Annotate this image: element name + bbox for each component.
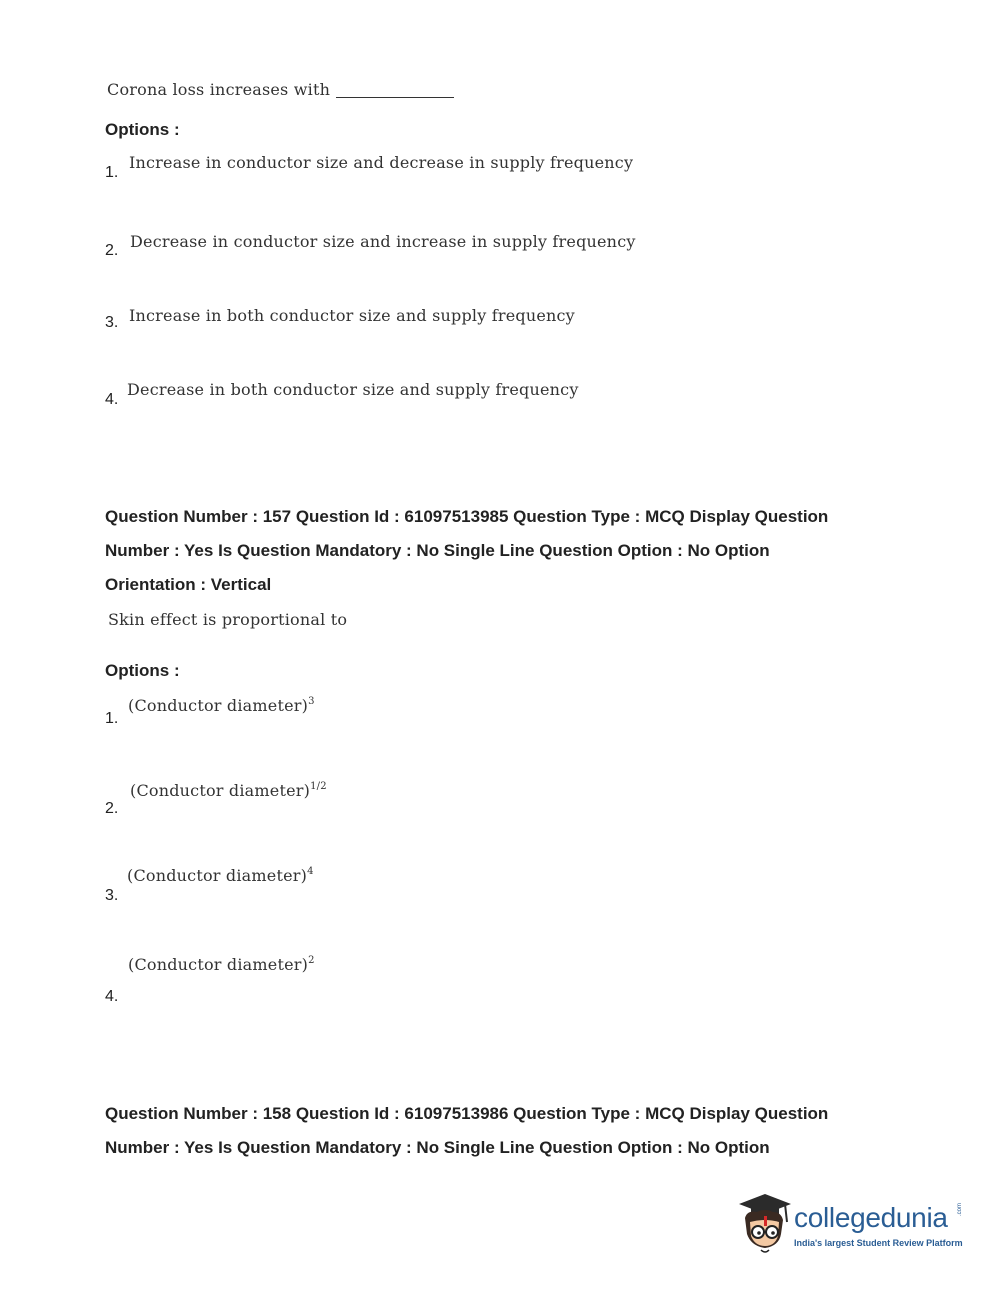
mascot-icon bbox=[733, 1188, 793, 1258]
option-text: Increase in conductor size and decrease in supply frequency bbox=[129, 153, 634, 172]
exponent: 2 bbox=[308, 955, 315, 966]
options-label: Options : bbox=[105, 120, 180, 139]
option-text: Increase in both conductor size and supply frequency bbox=[129, 306, 575, 325]
options-label: Options : bbox=[105, 661, 180, 680]
exponent: 3 bbox=[308, 696, 315, 707]
option-text: Decrease in both conductor size and supply frequency bbox=[127, 380, 579, 399]
option-number: 1. bbox=[105, 710, 119, 727]
brand-tagline: India's largest Student Review Platform bbox=[794, 1238, 963, 1248]
meta-line: Orientation : Vertical bbox=[105, 575, 272, 594]
option-text: (Conductor diameter)$^3$ bbox=[128, 696, 315, 715]
question-meta bbox=[105, 500, 885, 602]
option-text: (Conductor diameter)$^2$ bbox=[128, 955, 315, 974]
option-number: 2. bbox=[105, 242, 119, 259]
meta-line: Question Number : 157 Question Id : 61097513985 Question Type : MCQ Display Question bbox=[105, 507, 829, 526]
question-meta bbox=[105, 1097, 885, 1165]
meta-line: Number : Yes Is Question Mandatory : No Single Line Question Option : No Option bbox=[105, 541, 770, 560]
meta-line: Question Number : 158 Question Id : 61097513986 Question Type : MCQ Display Question bbox=[105, 1104, 829, 1123]
option-number: 2. bbox=[105, 800, 119, 817]
option-number: 3. bbox=[105, 314, 119, 331]
option-number: 4. bbox=[105, 391, 119, 408]
question-text: Corona loss increases with bbox=[107, 80, 454, 99]
brand-name: collegedunia bbox=[794, 1202, 948, 1233]
answer-blank bbox=[336, 97, 454, 98]
brand-suffix: .com bbox=[957, 1202, 963, 1216]
option-number: 3. bbox=[105, 887, 119, 904]
exponent: 4 bbox=[307, 866, 314, 877]
option-text: (Conductor diameter)$^{1/2}$ bbox=[130, 781, 327, 800]
collegedunia-logo bbox=[733, 1188, 963, 1258]
meta-line: Number : Yes Is Question Mandatory : No Single Line Question Option : No Option bbox=[105, 1138, 770, 1157]
option-text: (Conductor diameter)$^4$ bbox=[127, 866, 314, 885]
option-number: 1. bbox=[105, 164, 119, 181]
option-text: Decrease in conductor size and increase in supply frequency bbox=[130, 232, 636, 251]
option-number: 4. bbox=[105, 988, 119, 1005]
question-text: Skin effect is proportional to bbox=[108, 610, 348, 629]
exponent: 1/2 bbox=[310, 781, 327, 792]
